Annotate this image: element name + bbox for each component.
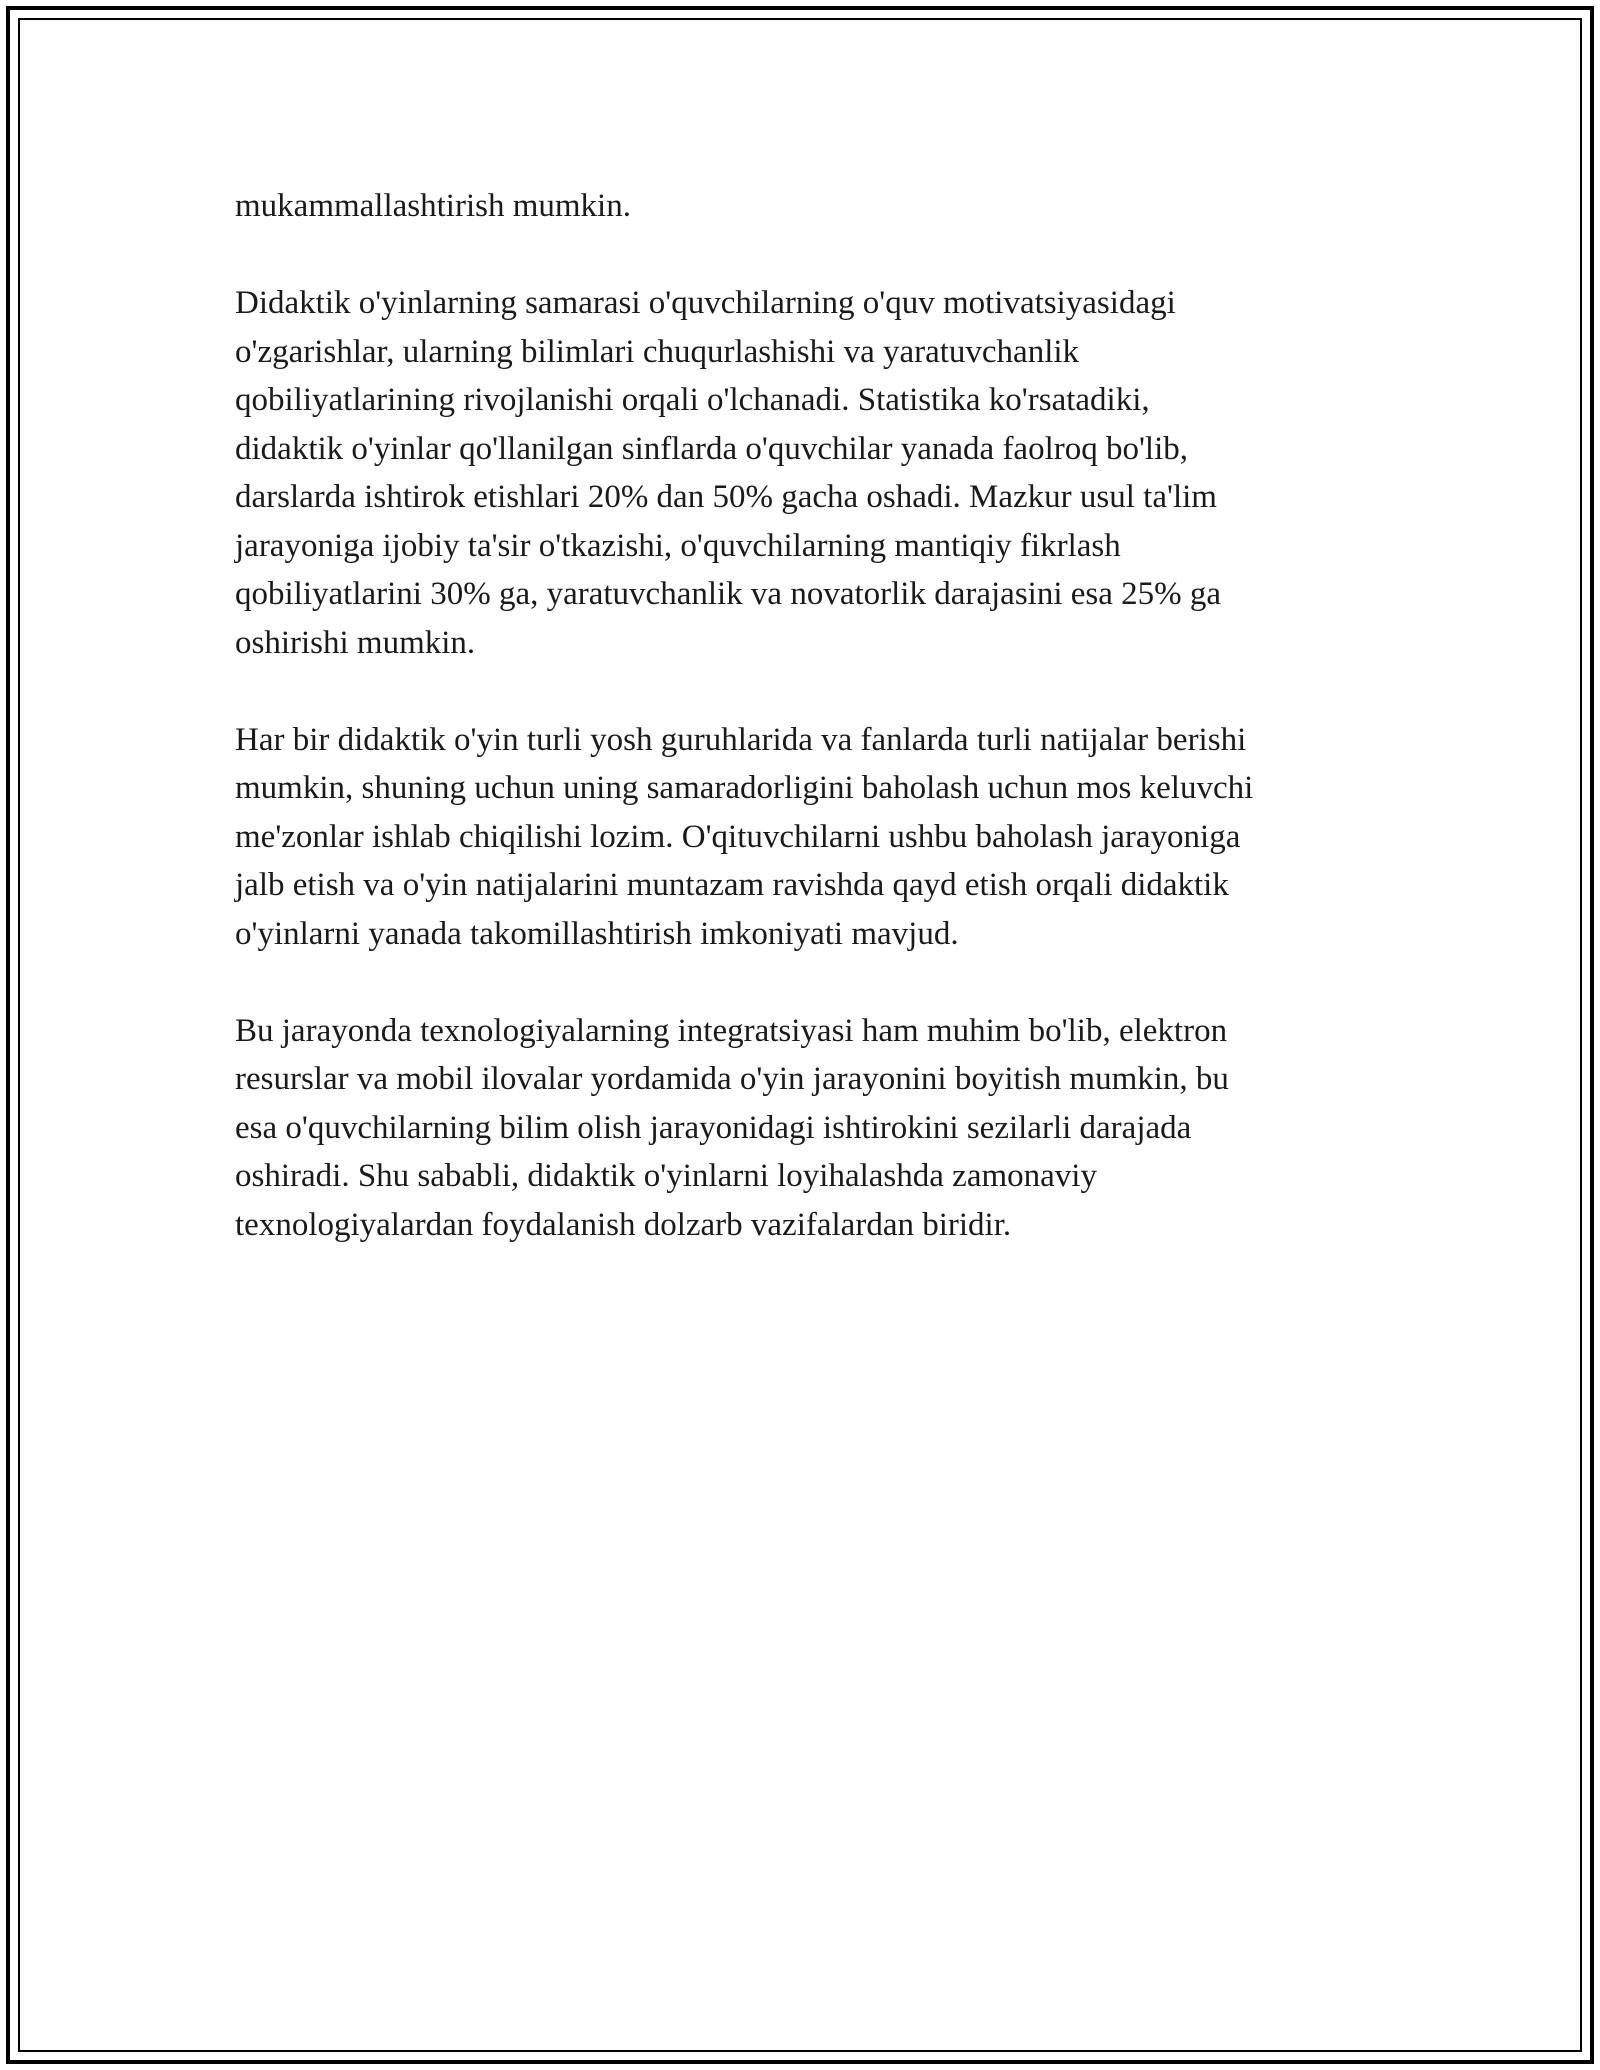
text-line: oshiradi. Shu sababli, didaktik o'yinlarni loyihalashda zamonaviy (235, 1158, 1097, 1194)
text-line: o'yinlarni yanada takomillashtirish imkoniyati mavjud. (235, 915, 959, 952)
text-line: esa o'quvchilarning bilim olish jarayonidagi ishtirokini sezilarli darajada (235, 1109, 1192, 1146)
text-line: me'zonlar ishlab chiqilishi lozim. O'qituvchilarni ushbu baholash jarayoniga (235, 818, 1241, 855)
document-body (235, 182, 1395, 1298)
paragraph-4 (235, 1007, 1395, 1250)
text-line: Har bir didaktik o'yin turli yosh guruhlarida va fanlarda turli natijalar berishi (235, 721, 1247, 758)
text-line: jarayoniga ijobiy ta'sir o'tkazishi, o'quvchilarning mantiqiy fikrlash (235, 527, 1121, 564)
text-line: oshirishi mumkin. (235, 624, 476, 661)
text-line: o'zgarishlar, ularning bilimlari chuqurlashishi va yaratuvchanlik (235, 333, 1080, 370)
text-line: darslarda ishtirok etishlari 20% dan 50% gacha oshadi. Mazkur usul ta'lim (235, 479, 1217, 515)
text-line: Bu jarayonda texnologiyalarning integratsiyasi ham muhim bo'lib, elektron (235, 1012, 1228, 1049)
text-line: jalb etish va o'yin natijalarini muntazam ravishda qayd etish orqali didaktik (235, 867, 1229, 903)
paragraph-3 (235, 716, 1395, 959)
text-line: qobiliyatlarining rivojlanishi orqali o'lchanadi. Statistika ko'rsatadiki, (235, 382, 1150, 418)
text-line: mukammallashtirish mumkin. (235, 188, 631, 224)
paragraph-2 (235, 279, 1395, 667)
text-line: Didaktik o'yinlarning samarasi o'quvchilarning o'quv motivatsiyasidagi (235, 285, 1176, 321)
text-line: qobiliyatlarini 30% ga, yaratuvchanlik va novatorlik darajasini esa 25% ga (235, 576, 1222, 612)
text-line: mumkin, shuning uchun uning samaradorligini baholash uchun mos keluvchi (235, 770, 1254, 806)
text-line: resurslar va mobil ilovalar yordamida o'yin jarayonini boyitish mumkin, bu (235, 1061, 1229, 1097)
text-line: didaktik o'yinlar qo'llanilgan sinflarda o'quvchilar yanada faolroq bo'lib, (235, 430, 1189, 467)
text-line: texnologiyalardan foydalanish dolzarb vazifalardan biridir. (235, 1206, 1012, 1243)
paragraph-1 (235, 182, 1395, 231)
